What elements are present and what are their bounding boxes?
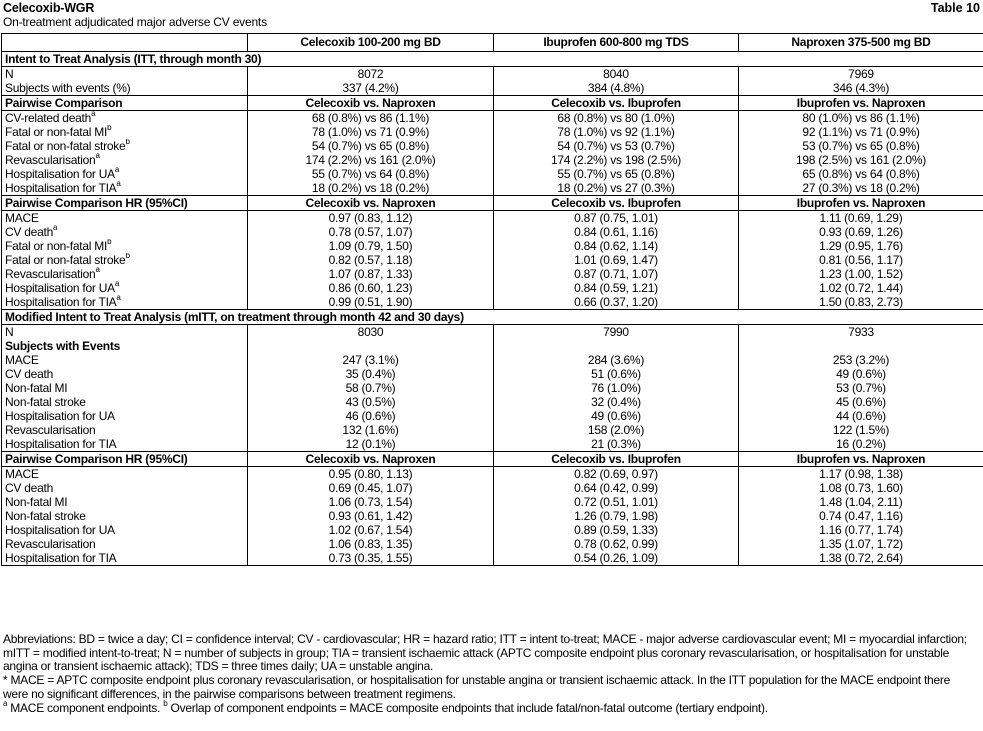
value-cell: 1.16 (0.77, 1.74) [739, 523, 983, 537]
row-label [2, 125, 248, 139]
row-label-text: Revascularisation [5, 153, 96, 167]
footnote-marker: a [114, 167, 120, 174]
hr-header-row [2, 196, 983, 211]
value-cell: 35 (0.4%) [248, 367, 494, 381]
data-row [2, 481, 983, 495]
data-row [2, 281, 983, 295]
value-cell: 0.82 (0.69, 0.97) [494, 467, 739, 482]
data-row [2, 381, 983, 395]
comparison-header: Celecoxib vs. Naproxen [248, 452, 494, 467]
row-label-text: Hospitalisation for TIA [5, 181, 117, 195]
value-cell: 0.82 (0.57, 1.18) [248, 253, 494, 267]
value-cell: 1.09 (0.79, 1.50) [248, 239, 494, 253]
value-cell: 0.87 (0.75, 1.01) [494, 211, 739, 226]
value-cell: 1.02 (0.72, 1.44) [739, 281, 983, 295]
value-cell: 0.66 (0.37, 1.20) [494, 295, 739, 310]
row-label [2, 239, 248, 253]
row-label: Hospitalisation for UA [2, 409, 248, 423]
value-cell: 43 (0.5%) [248, 395, 494, 409]
comparison-header: Ibuprofen vs. Naproxen [739, 196, 983, 211]
row-label: Non-fatal MI [2, 381, 248, 395]
row-label: MACE [2, 467, 248, 482]
footnote-marker: a [53, 225, 58, 232]
value-cell: 284 (3.6%) [494, 353, 739, 367]
value-cell: 55 (0.7%) vs 64 (0.8%) [248, 167, 494, 181]
value-cell: 0.54 (0.26, 1.09) [494, 551, 739, 566]
events-label-row [2, 339, 983, 353]
footnote-a-mark: a [3, 698, 8, 708]
value-cell: 174 (2.2%) vs 161 (2.0%) [248, 153, 494, 167]
value-cell: 0.84 (0.62, 1.14) [494, 239, 739, 253]
row-label: Non-fatal stroke [2, 509, 248, 523]
value-cell: 0.78 (0.62, 0.99) [494, 537, 739, 551]
value-cell: 1.38 (0.72, 2.64) [739, 551, 983, 566]
row-label-text: Fatal or non-fatal stroke [5, 139, 126, 153]
data-row [2, 253, 983, 267]
value-cell: 0.73 (0.35, 1.55) [248, 551, 494, 566]
value-cell: 1.07 (0.87, 1.33) [248, 267, 494, 281]
row-label: Hospitalisation for TIA [2, 437, 248, 452]
value-cell: 1.29 (0.95, 1.76) [739, 239, 983, 253]
row-label [2, 281, 248, 295]
footnote-marker: a [114, 281, 120, 288]
value-cell: 1.01 (0.69, 1.47) [494, 253, 739, 267]
value-cell: 7969 [739, 67, 983, 82]
row-label: MACE [2, 211, 248, 226]
data-row [2, 167, 983, 181]
row-label: Hospitalisation for UA [2, 523, 248, 537]
value-cell: 8040 [494, 67, 739, 82]
value-cell: 337 (4.2%) [248, 81, 494, 96]
column-header: Celecoxib 100-200 mg BD [248, 34, 494, 52]
row-label: MACE [2, 353, 248, 367]
footnote-a-text: MACE component endpoints. [7, 700, 164, 715]
value-cell: 92 (1.1%) vs 71 (0.9%) [739, 125, 983, 139]
row-label-text: CV-related death [5, 111, 92, 125]
value-cell: 132 (1.6%) [248, 423, 494, 437]
footnote-b-mark: b [163, 698, 168, 708]
row-label: N [2, 67, 248, 82]
data-row [2, 125, 983, 139]
data-row [2, 467, 983, 482]
value-cell: 1.02 (0.67, 1.54) [248, 523, 494, 537]
value-cell: 55 (0.7%) vs 65 (0.8%) [494, 167, 739, 181]
row-label: Hospitalisation for TIA [2, 551, 248, 566]
value-cell: 18 (0.2%) vs 27 (0.3%) [494, 181, 739, 196]
value-cell: 18 (0.2%) vs 18 (0.2%) [248, 181, 494, 196]
column-header-row [2, 34, 983, 52]
footnotes [3, 633, 978, 715]
row-label-text: Fatal or non-fatal MI [5, 239, 108, 253]
hr-header-row [2, 452, 983, 467]
value-cell: 49 (0.6%) [494, 409, 739, 423]
value-cell: 122 (1.5%) [739, 423, 983, 437]
value-cell: 78 (1.0%) vs 92 (1.1%) [494, 125, 739, 139]
value-cell: 0.74 (0.47, 1.16) [739, 509, 983, 523]
value-cell: 1.06 (0.73, 1.54) [248, 495, 494, 509]
value-cell: 54 (0.7%) vs 65 (0.8%) [248, 139, 494, 153]
footnote-marker: b [125, 253, 130, 260]
table-number: Table 10 [930, 1, 980, 15]
data-row [2, 295, 983, 310]
value-cell: 0.86 (0.60, 1.23) [248, 281, 494, 295]
value-cell: 1.17 (0.98, 1.38) [739, 467, 983, 482]
data-row [2, 239, 983, 253]
footnote-abbreviations: Abbreviations: BD = twice a day; CI = confidence interval; CV - cardiovascular; HR = hazard ratio; ITT = intent to-treat; MACE - major adverse cardiovascular event; MI = myocardial infarction; mITT = modified intent-to-treat; N = number of subjects in group; TIA = transient ischaemic attack (APTC composite endpoint plus coronary revascularisation, or hospitalisation for unstable angina or transient ischaemic attack); TDS = three times daily; UA = unstable angina. [3, 632, 967, 674]
document-title: Celecoxib-WGR [3, 1, 95, 15]
data-row [2, 551, 983, 566]
value-cell: 54 (0.7%) vs 53 (0.7%) [494, 139, 739, 153]
comparison-header: Celecoxib vs. Ibuprofen [494, 196, 739, 211]
value-cell: 49 (0.6%) [739, 367, 983, 381]
value-cell: 51 (0.6%) [494, 367, 739, 381]
empty-cell [739, 339, 983, 353]
row-label-text: Hospitalisation for UA [5, 167, 115, 181]
value-cell: 1.50 (0.83, 2.73) [739, 295, 983, 310]
value-cell: 346 (4.3%) [739, 81, 983, 96]
row-label [2, 181, 248, 196]
data-row [2, 353, 983, 367]
value-cell: 384 (4.8%) [494, 81, 739, 96]
row-label [2, 153, 248, 167]
value-cell: 1.35 (1.07, 1.72) [739, 537, 983, 551]
results-table [1, 33, 983, 566]
data-row [2, 367, 983, 381]
data-row [2, 523, 983, 537]
data-row [2, 395, 983, 409]
value-cell: 78 (1.0%) vs 71 (0.9%) [248, 125, 494, 139]
subheader-label: Pairwise Comparison HR (95%CI) [2, 196, 248, 211]
footnote-marker: b [107, 239, 112, 246]
value-cell: 0.84 (0.61, 1.16) [494, 225, 739, 239]
row-label: N [2, 325, 248, 340]
column-header [2, 34, 248, 52]
value-cell: 198 (2.5%) vs 161 (2.0%) [739, 153, 983, 167]
data-row [2, 111, 983, 126]
data-row [2, 267, 983, 281]
footnote-marker: a [116, 295, 121, 302]
pairwise-header-row [2, 96, 983, 111]
value-cell: 158 (2.0%) [494, 423, 739, 437]
empty-cell [248, 339, 494, 353]
row-label [2, 253, 248, 267]
footnote-marker: b [107, 125, 112, 132]
results-table-body [2, 34, 983, 566]
value-cell: 0.84 (0.59, 1.21) [494, 281, 739, 295]
row-label [2, 295, 248, 310]
value-cell: 0.81 (0.56, 1.17) [739, 253, 983, 267]
mitt-section-title: Modified Intent to Treat Analysis (mITT, on treatment through month 42 and 30 days) [2, 310, 983, 325]
value-cell: 253 (3.2%) [739, 353, 983, 367]
footnote-marker: a [95, 267, 100, 274]
footnote-marker: a [91, 110, 96, 118]
row-label: Non-fatal MI [2, 495, 248, 509]
value-cell: 68 (0.8%) vs 80 (1.0%) [494, 111, 739, 126]
value-cell: 1.08 (0.73, 1.60) [739, 481, 983, 495]
footnote-marker: a [95, 153, 100, 160]
value-cell: 27 (0.3%) vs 18 (0.2%) [739, 181, 983, 196]
data-row [2, 211, 983, 226]
comparison-header: Celecoxib vs. Ibuprofen [494, 96, 739, 111]
value-cell: 0.87 (0.71, 1.07) [494, 267, 739, 281]
row-label: CV death [2, 481, 248, 495]
value-cell: 0.93 (0.69, 1.26) [739, 225, 983, 239]
data-row [2, 153, 983, 167]
row-label [2, 111, 248, 126]
footnote-marker: a [116, 181, 121, 188]
value-cell: 0.69 (0.45, 1.07) [248, 481, 494, 495]
value-cell: 1.23 (1.00, 1.52) [739, 267, 983, 281]
row-label [2, 225, 248, 239]
section-title-row [2, 310, 983, 325]
value-cell: 58 (0.7%) [248, 381, 494, 395]
row-label: Revascularisation [2, 423, 248, 437]
footnote-star: * MACE = APTC composite endpoint plus coronary revascularisation, or hospitalisation for unstable angina or transient ischaemic attack. In the ITT population for the MACE endpoint there were no significant differences, in the pairwise comparisons between treatment regimens. [3, 673, 951, 701]
events-label: Subjects with Events [2, 339, 248, 353]
itt-section-title: Intent to Treat Analysis (ITT, through month 30) [2, 52, 983, 67]
data-row [2, 225, 983, 239]
row-label-text: CV death [5, 225, 54, 239]
value-cell: 0.89 (0.59, 1.33) [494, 523, 739, 537]
value-cell: 21 (0.3%) [494, 437, 739, 452]
row-label [2, 267, 248, 281]
value-cell: 247 (3.1%) [248, 353, 494, 367]
data-row [2, 81, 983, 96]
data-row [2, 67, 983, 82]
value-cell: 0.99 (0.51, 1.90) [248, 295, 494, 310]
data-row [2, 325, 983, 340]
row-label [2, 167, 248, 181]
value-cell: 12 (0.1%) [248, 437, 494, 452]
value-cell: 7990 [494, 325, 739, 340]
row-label: Subjects with events (%) [2, 81, 248, 96]
value-cell: 45 (0.6%) [739, 395, 983, 409]
row-label-text: Revascularisation [5, 267, 96, 281]
document-subtitle: On-treatment adjudicated major adverse CV events [3, 15, 267, 29]
footnote-marker: b [125, 139, 130, 146]
value-cell: 0.78 (0.57, 1.07) [248, 225, 494, 239]
comparison-header: Ibuprofen vs. Naproxen [739, 452, 983, 467]
column-header: Ibuprofen 600-800 mg TDS [494, 34, 739, 52]
value-cell: 32 (0.4%) [494, 395, 739, 409]
value-cell: 16 (0.2%) [739, 437, 983, 452]
row-label: Non-fatal stroke [2, 395, 248, 409]
data-row [2, 509, 983, 523]
value-cell: 8030 [248, 325, 494, 340]
footnote-b-text: Overlap of component endpoints = MACE composite endpoints that include fatal/non-fatal outcome (tertiary endpoint). [167, 700, 768, 715]
row-label: CV death [2, 367, 248, 381]
data-row [2, 537, 983, 551]
data-row [2, 437, 983, 452]
value-cell: 7933 [739, 325, 983, 340]
value-cell: 76 (1.0%) [494, 381, 739, 395]
data-row [2, 181, 983, 196]
comparison-header: Celecoxib vs. Naproxen [248, 196, 494, 211]
subheader-label: Pairwise Comparison HR (95%CI) [2, 452, 248, 467]
comparison-header: Celecoxib vs. Ibuprofen [494, 452, 739, 467]
value-cell: 53 (0.7%) vs 65 (0.8%) [739, 139, 983, 153]
value-cell: 46 (0.6%) [248, 409, 494, 423]
row-label-text: Hospitalisation for TIA [5, 295, 117, 309]
data-row [2, 495, 983, 509]
row-label-text: Fatal or non-fatal MI [5, 125, 108, 139]
row-label [2, 139, 248, 153]
value-cell: 80 (1.0%) vs 86 (1.1%) [739, 111, 983, 126]
section-title-row [2, 52, 983, 67]
value-cell: 0.97 (0.83, 1.12) [248, 211, 494, 226]
value-cell: 0.95 (0.80, 1.13) [248, 467, 494, 482]
value-cell: 65 (0.8%) vs 64 (0.8%) [739, 167, 983, 181]
row-label-text: Hospitalisation for UA [5, 281, 115, 295]
row-label: Revascularisation [2, 537, 248, 551]
document-header [3, 0, 980, 30]
value-cell: 0.93 (0.61, 1.42) [248, 509, 494, 523]
data-row [2, 139, 983, 153]
value-cell: 68 (0.8%) vs 86 (1.1%) [248, 111, 494, 126]
comparison-header: Celecoxib vs. Naproxen [248, 96, 494, 111]
value-cell: 1.06 (0.83, 1.35) [248, 537, 494, 551]
comparison-header: Ibuprofen vs. Naproxen [739, 96, 983, 111]
data-row [2, 423, 983, 437]
value-cell: 0.72 (0.51, 1.01) [494, 495, 739, 509]
value-cell: 0.64 (0.42, 0.99) [494, 481, 739, 495]
column-header: Naproxen 375-500 mg BD [739, 34, 983, 52]
value-cell: 8072 [248, 67, 494, 82]
value-cell: 44 (0.6%) [739, 409, 983, 423]
footnote-ab [3, 698, 978, 716]
value-cell: 1.26 (0.79, 1.98) [494, 509, 739, 523]
value-cell: 1.11 (0.69, 1.29) [739, 211, 983, 226]
empty-cell [494, 339, 739, 353]
data-row [2, 409, 983, 423]
value-cell: 174 (2.2%) vs 198 (2.5%) [494, 153, 739, 167]
subheader-label: Pairwise Comparison [2, 96, 248, 111]
value-cell: 53 (0.7%) [739, 381, 983, 395]
value-cell: 1.48 (1.04, 2.11) [739, 495, 983, 509]
row-label-text: Fatal or non-fatal stroke [5, 253, 126, 267]
